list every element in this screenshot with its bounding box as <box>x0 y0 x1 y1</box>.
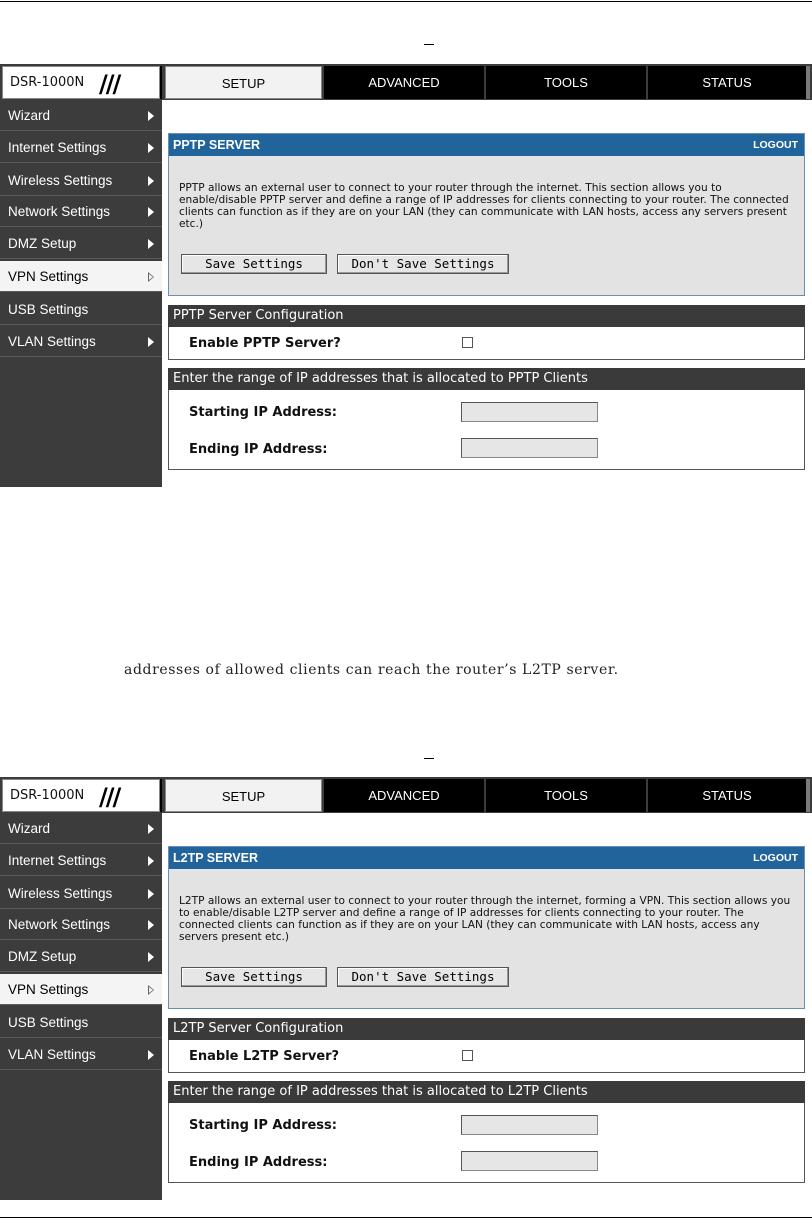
pptp-server-screenshot <box>0 64 812 487</box>
sidebar <box>0 813 162 1200</box>
brand-logo <box>2 66 160 99</box>
sidebar-item-label: Wireless Settings <box>8 886 113 901</box>
sidebar-item-vpn-settings[interactable] <box>0 261 162 292</box>
ending-ip-input[interactable] <box>461 438 598 458</box>
logo-divider <box>160 66 162 99</box>
chevron-right-icon <box>148 176 154 186</box>
sidebar-item-dmz-setup[interactable] <box>0 941 162 972</box>
tab-setup[interactable]: SETUP <box>165 66 322 99</box>
chevron-right-icon <box>148 952 154 962</box>
tab-tools[interactable]: TOOLS <box>486 779 646 812</box>
enable-l2tp-checkbox[interactable] <box>462 1050 473 1061</box>
chevron-right-icon <box>148 1050 154 1060</box>
main-content <box>162 813 812 1200</box>
logo-slashes-icon: /// <box>99 783 120 811</box>
sidebar-item-vlan-settings[interactable] <box>0 326 162 357</box>
info-box <box>168 133 805 296</box>
brand-logo <box>2 779 160 812</box>
sidebar-item-usb-settings[interactable] <box>0 294 162 325</box>
sidebar-item-label: VPN Settings <box>8 269 89 284</box>
sidebar-item-label: Internet Settings <box>8 853 107 868</box>
page-title <box>169 847 804 869</box>
sidebar-item-label: Network Settings <box>8 917 111 932</box>
sidebar-item-wireless-settings[interactable] <box>0 165 162 196</box>
enable-pptp-label: Enable PPTP Server? <box>189 336 341 351</box>
chevron-right-icon <box>148 143 154 153</box>
starting-ip-input[interactable] <box>461 402 598 422</box>
tab-setup[interactable]: SETUP <box>165 779 322 812</box>
config-section-body <box>168 1040 805 1073</box>
sidebar-item-label: VLAN Settings <box>8 1047 96 1062</box>
chevron-right-outline-icon <box>148 985 154 995</box>
chevron-right-icon <box>148 111 154 121</box>
logout-link[interactable]: LOGOUT <box>753 852 798 864</box>
ending-ip-input[interactable] <box>461 1151 598 1171</box>
config-section-body <box>168 327 805 360</box>
figure-caption-dash <box>424 758 434 759</box>
sidebar-item-label: VPN Settings <box>8 982 89 997</box>
top-navigation-bar <box>0 777 812 813</box>
sidebar-item-label: DMZ Setup <box>8 949 77 964</box>
page-title-text: PPTP SERVER <box>173 138 261 152</box>
ip-range-section-body <box>168 390 805 470</box>
sidebar-item-label: Internet Settings <box>8 140 107 155</box>
tab-bar-edge <box>806 779 810 812</box>
info-box <box>168 846 805 1009</box>
l2tp-server-screenshot <box>0 777 812 1197</box>
brand-name: DSR-1000N <box>10 788 85 803</box>
body-text: addresses of allowed clients can reach the router’s L2TP server. <box>124 662 619 678</box>
ip-range-section-header: Enter the range of IP addresses that is allocated to PPTP Clients <box>168 368 805 390</box>
sidebar-item-label: Wizard <box>8 821 51 836</box>
ending-ip-label: Ending IP Address: <box>189 1155 328 1170</box>
sidebar-item-label: Wizard <box>8 108 51 123</box>
chevron-right-icon <box>148 889 154 899</box>
save-settings-button[interactable]: Save Settings <box>181 254 327 274</box>
sidebar-item-label: DMZ Setup <box>8 236 77 251</box>
chevron-right-icon <box>148 856 154 866</box>
dont-save-settings-button[interactable]: Don't Save Settings <box>337 967 509 987</box>
chevron-right-icon <box>148 207 154 217</box>
sidebar-item-label: Network Settings <box>8 204 111 219</box>
sidebar-item-internet-settings[interactable] <box>0 132 162 163</box>
top-navigation-bar <box>0 64 812 100</box>
enable-pptp-checkbox[interactable] <box>462 337 473 348</box>
dont-save-settings-button[interactable]: Don't Save Settings <box>337 254 509 274</box>
sidebar-item-vlan-settings[interactable] <box>0 1039 162 1070</box>
tab-tools[interactable]: TOOLS <box>486 66 646 99</box>
config-section-header: PPTP Server Configuration <box>168 305 805 327</box>
page-description: L2TP allows an external user to connect to your router through the internet, forming a VPN. This section allows you to enable/disable L2TP server and define a range of IP addresses for clients connecting to your router. The connected clients can function as if they are on your LAN (they can communicate with LAN hosts, access any servers present etc.) <box>179 895 791 943</box>
tab-status[interactable]: STATUS <box>648 66 806 99</box>
starting-ip-label: Starting IP Address: <box>189 405 337 420</box>
sidebar <box>0 100 162 487</box>
save-settings-button[interactable]: Save Settings <box>181 967 327 987</box>
tab-bar-edge <box>806 66 810 99</box>
starting-ip-input[interactable] <box>461 1115 598 1135</box>
chevron-right-icon <box>148 824 154 834</box>
page-bottom-rule <box>0 1217 812 1218</box>
sidebar-item-wizard[interactable] <box>0 100 162 131</box>
enable-l2tp-label: Enable L2TP Server? <box>189 1049 340 1064</box>
page-top-rule <box>0 1 812 2</box>
sidebar-item-wireless-settings[interactable] <box>0 878 162 909</box>
logout-link[interactable]: LOGOUT <box>753 139 798 151</box>
sidebar-item-vpn-settings[interactable] <box>0 974 162 1005</box>
chevron-right-icon <box>148 920 154 930</box>
page-description: PPTP allows an external user to connect to your router through the internet. This section allows you to enable/disable PPTP server and define a range of IP addresses for clients connecting to your router. The connected clients can function as if they are on your LAN (they can communicate with LAN hosts, access any servers present etc.) <box>179 182 789 230</box>
logo-slashes-icon: /// <box>99 70 120 98</box>
sidebar-item-network-settings[interactable] <box>0 196 162 227</box>
sidebar-item-label: Wireless Settings <box>8 173 113 188</box>
sidebar-item-internet-settings[interactable] <box>0 845 162 876</box>
page-title <box>169 134 804 156</box>
sidebar-item-wizard[interactable] <box>0 813 162 844</box>
brand-name: DSR-1000N <box>10 75 85 90</box>
sidebar-item-network-settings[interactable] <box>0 909 162 940</box>
logo-divider <box>160 779 162 812</box>
tab-status[interactable]: STATUS <box>648 779 806 812</box>
starting-ip-label: Starting IP Address: <box>189 1118 337 1133</box>
sidebar-item-label: VLAN Settings <box>8 334 96 349</box>
sidebar-item-usb-settings[interactable] <box>0 1007 162 1038</box>
page-title-text: L2TP SERVER <box>173 851 258 865</box>
ending-ip-label: Ending IP Address: <box>189 442 328 457</box>
ip-range-section-header: Enter the range of IP addresses that is allocated to L2TP Clients <box>168 1081 805 1103</box>
ip-range-section-body <box>168 1103 805 1183</box>
sidebar-item-label: USB Settings <box>8 1015 89 1030</box>
sidebar-item-label: USB Settings <box>8 302 89 317</box>
chevron-right-outline-icon <box>148 272 154 282</box>
sidebar-item-dmz-setup[interactable] <box>0 228 162 259</box>
main-content <box>162 100 812 487</box>
tab-advanced[interactable]: ADVANCED <box>324 66 484 99</box>
config-section-header: L2TP Server Configuration <box>168 1018 805 1040</box>
figure-caption-dash <box>424 44 434 45</box>
chevron-right-icon <box>148 337 154 347</box>
chevron-right-icon <box>148 239 154 249</box>
tab-advanced[interactable]: ADVANCED <box>324 779 484 812</box>
